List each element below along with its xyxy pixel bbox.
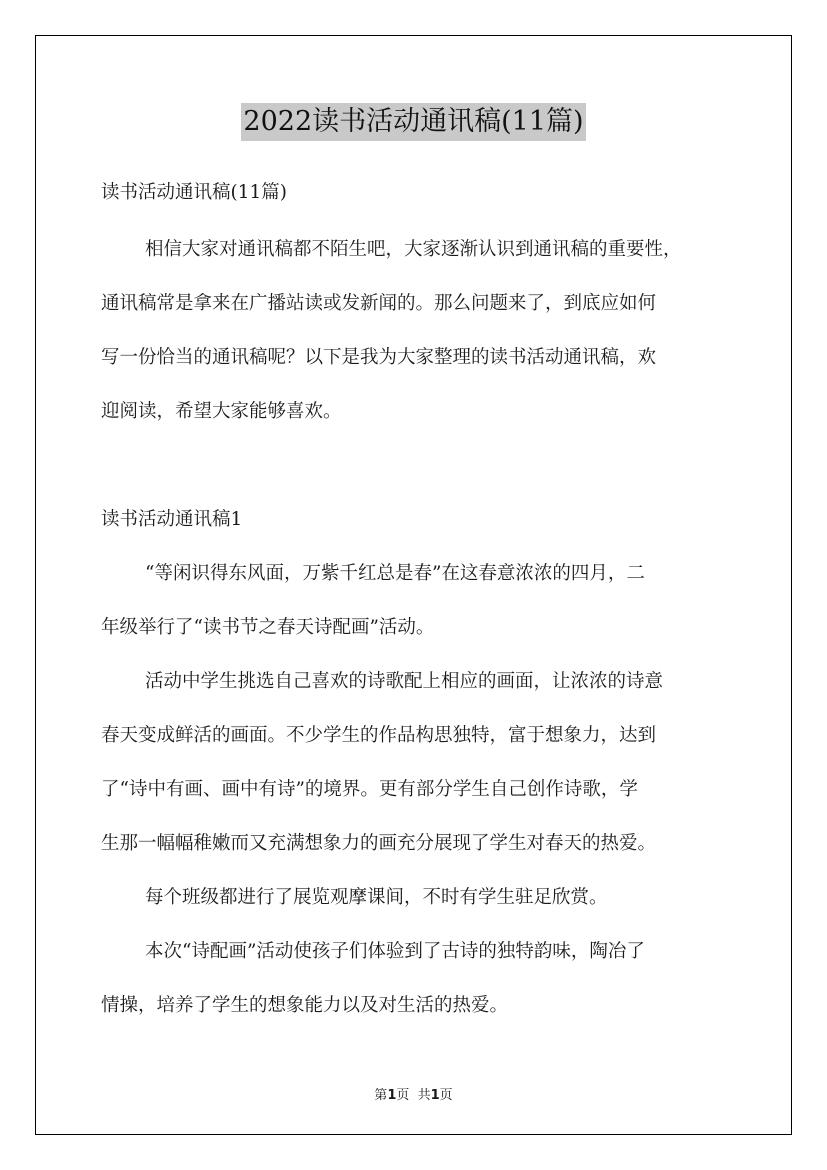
footer-page-number: 1 bbox=[387, 1088, 397, 1103]
title-container bbox=[0, 103, 827, 141]
body-paragraph-line: 生那一幅幅稚嫩而又充满想象力的画充分展现了学生对春天的热爱。 bbox=[101, 833, 657, 854]
body-paragraph-line: 年级举行了“读书节之春天诗配画”活动。 bbox=[101, 617, 435, 638]
body-paragraph-line: 春天变成鲜活的画面。不少学生的作品构思独特，富于想象力，达到 bbox=[101, 725, 657, 746]
body-paragraph-line: 了“诗中有画、画中有诗”的境界。更有部分学生自己创作诗歌，学 bbox=[101, 779, 638, 800]
body-paragraph-line: “等闲识得东风面，万紫千红总是春”在这春意浓浓的四月，二 bbox=[145, 563, 645, 584]
intro-paragraph-line: 迎阅读，希望大家能够喜欢。 bbox=[101, 401, 342, 422]
document-subtitle: 读书活动通讯稿(11篇) bbox=[101, 182, 287, 203]
intro-paragraph-line: 写一份恰当的通讯稿呢？以下是我为大家整理的读书活动通讯稿，欢 bbox=[101, 347, 657, 368]
document-title: 2022读书活动通讯稿(11篇) bbox=[241, 103, 585, 141]
body-paragraph-line: 本次“诗配画”活动使孩子们体验到了古诗的独特韵味，陶冶了 bbox=[145, 941, 645, 962]
section-heading: 读书活动通讯稿1 bbox=[101, 509, 243, 530]
footer-page-mid: 页 共 bbox=[396, 1088, 431, 1103]
body-paragraph-line: 每个班级都进行了展览观摩课间，不时有学生驻足欣赏。 bbox=[145, 887, 608, 908]
footer-page-prefix: 第 bbox=[374, 1088, 388, 1103]
body-paragraph-line: 活动中学生挑选自己喜欢的诗歌配上相应的画面，让浓浓的诗意 bbox=[145, 671, 664, 692]
intro-paragraph-line: 通讯稿常是拿来在广播站读或发新闻的。那么问题来了，到底应如何 bbox=[101, 293, 657, 314]
page-footer bbox=[0, 1084, 827, 1103]
body-paragraph-line: 情操，培养了学生的想象能力以及对生活的热爱。 bbox=[101, 995, 509, 1016]
intro-paragraph-line: 相信大家对通讯稿都不陌生吧，大家逐渐认识到通讯稿的重要性， bbox=[145, 239, 682, 260]
footer-total-pages: 1 bbox=[430, 1088, 440, 1103]
footer-page-suffix: 页 bbox=[439, 1088, 453, 1103]
